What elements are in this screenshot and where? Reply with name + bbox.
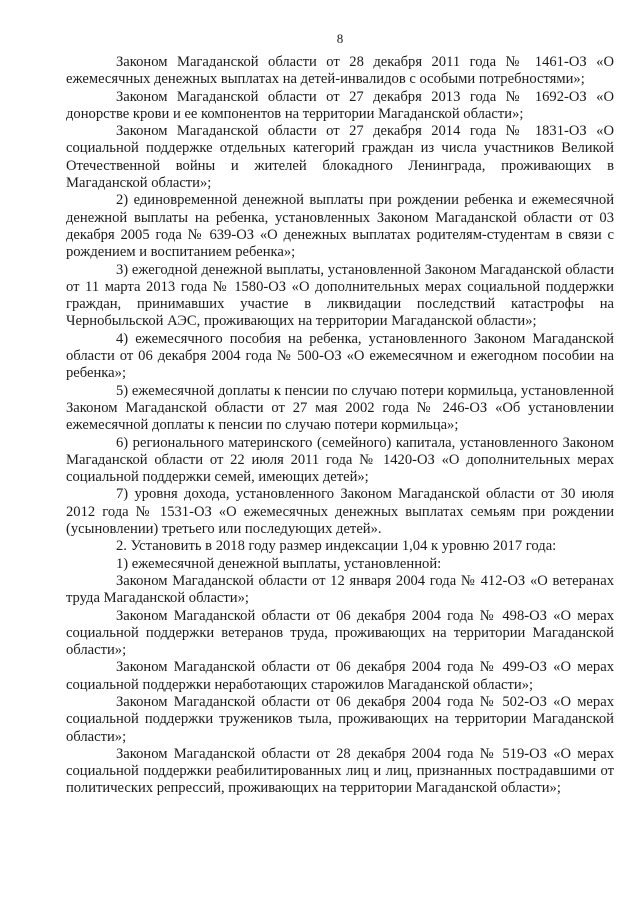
page-number: 8 xyxy=(336,31,344,46)
paragraph-law-502: Законом Магаданской области от 06 декабря 2004 года № 502-ОЗ «О мерах социальной поддержки тружеников тыла, проживающих на территории Магаданской области»; xyxy=(66,693,614,745)
document-body xyxy=(66,54,614,798)
paragraph-law-499: Законом Магаданской области от 06 декабря 2004 года № 499-ОЗ «О мерах социальной поддержки неработающих старожилов Магаданской области»; xyxy=(66,659,614,693)
paragraph-item-3: 3) ежегодной денежной выплаты, установленной Законом Магаданской области от 11 марта 2013 года № 1580-ОЗ «О дополнительных мерах социальной поддержки граждан, принимавших участие в ликвидации последствий катастрофы на Чернобыльской АЭС, проживающих на территории Магаданской области»; xyxy=(66,261,614,330)
paragraph-section-2-item-1: 1) ежемесячной денежной выплаты, установленной: xyxy=(116,555,442,572)
paragraph-law-519: Законом Магаданской области от 28 декабря 2004 года № 519-ОЗ «О мерах социальной поддержки реабилитированных лиц и лиц, признанных пострадавшими от политических репрессий, проживающих на территории Магаданской области»; xyxy=(66,745,614,797)
paragraph-item-2: 2) единовременной денежной выплаты при рождении ребенка и ежемесячной денежной выплаты на ребенка, установленных Законом Магаданской области от 03 декабря 2005 года № 639-ОЗ «О денежных выплатах родителям-студентам в связи с рождением и воспитанием ребенка»; xyxy=(66,192,614,261)
paragraph-item-6: 6) регионального материнского (семейного) капитала, установленного Законом Магаданской области от 22 июля 2011 года № 1420-ОЗ «О дополнительных мерах социальной поддержки семей, имеющих детей»; xyxy=(66,434,614,486)
paragraph-law-1461: Законом Магаданской области от 28 декабря 2011 года № 1461-ОЗ «О ежемесячных денежных выплатах на детей-инвалидов с особыми потребностями»; xyxy=(66,54,614,88)
paragraph-law-412: Законом Магаданской области от 12 января 2004 года № 412-ОЗ «О ветеранах труда Магаданской области»; xyxy=(66,572,614,607)
paragraph-law-1692: Законом Магаданской области от 27 декабря 2013 года № 1692-ОЗ «О донорстве крови и ее компонентов на территории Магаданской области»; xyxy=(66,88,614,122)
paragraph-section-2: 2. Установить в 2018 году размер индексации 1,04 к уровню 2017 года: xyxy=(116,538,557,555)
paragraph-item-7: 7) уровня дохода, установленного Законом Магаданской области от 30 июля 2012 года № 1531-ОЗ «О ежемесячных денежных выплатах семьям при рождении (усыновлении) третьего или последующих детей». xyxy=(66,486,614,538)
paragraph-item-4: 4) ежемесячного пособия на ребенка, установленного Законом Магаданской области от 06 декабря 2004 года № 500-ОЗ «О ежемесячном и ежегодном пособии на ребенка»; xyxy=(66,330,614,382)
paragraph-law-498: Законом Магаданской области от 06 декабря 2004 года № 498-ОЗ «О мерах социальной поддержки ветеранов труда, проживающих на территории Магаданской области»; xyxy=(66,607,614,659)
paragraph-law-1831: Законом Магаданской области от 27 декабря 2014 года № 1831-ОЗ «О социальной поддержке отдельных категорий граждан из числа участников Великой Отечественной войны и жителей блокадного Ленинграда, проживающих в Магаданской области»; xyxy=(66,123,614,192)
paragraph-item-5: 5) ежемесячной доплаты к пенсии по случаю потери кормильца, установленной Законом Магаданской области от 27 мая 2002 года № 246-ОЗ «Об установлении ежемесячной доплаты к пенсии по случаю потери кормильца»; xyxy=(66,382,614,434)
document-page xyxy=(66,31,614,798)
